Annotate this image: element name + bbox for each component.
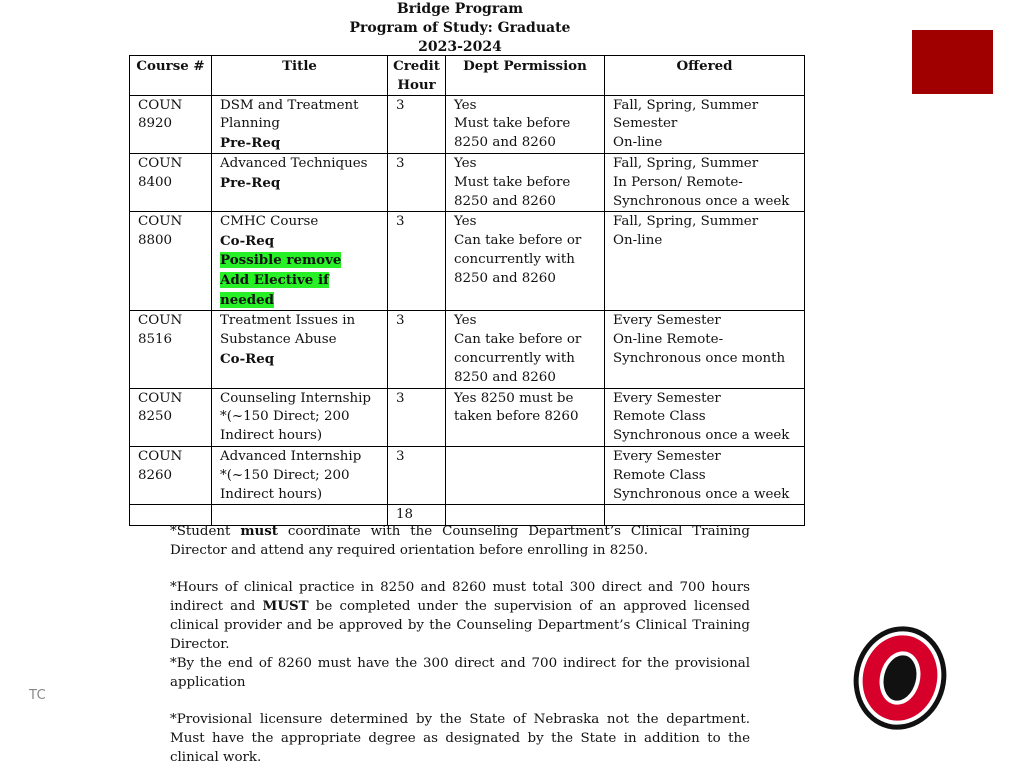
red-color-block [912, 30, 993, 94]
credit-hour-cell: 3 [388, 212, 446, 311]
credit-hour-cell: 3 [388, 95, 446, 153]
course-number-cell-line: 8260 [138, 467, 173, 483]
university-o-logo [842, 623, 958, 733]
academic-year: 2023-2024 [418, 39, 502, 55]
dept-permission-cell-line: Can take before or [454, 233, 582, 249]
course-number-cell-line: 8516 [138, 332, 173, 348]
offered-cell-line: Fall, Spring, Summer [613, 214, 759, 230]
offered-cell-line: Remote Class [613, 467, 706, 483]
table-row [130, 153, 805, 211]
dept-permission-cell-line: 8250 and 8260 [454, 369, 556, 385]
requisite-label: Pre-Req [220, 174, 281, 191]
offered-cell-line: In Person/ Remote- [613, 174, 743, 190]
dept-permission-cell-line: 8250 and 8260 [454, 193, 556, 209]
dept-permission-cell [446, 95, 605, 153]
requisite-label: Co-Req [220, 233, 275, 250]
offered-cell-line: Synchronous once a week [613, 193, 790, 209]
offered-cell-line: On-line Remote- [613, 332, 724, 348]
offered-cell-line: Semester [613, 116, 678, 132]
course-title-cell-line: Counseling Internship [220, 390, 371, 406]
course-title-cell-line: Planning [220, 116, 281, 132]
credit-hour-cell: 3 [388, 388, 446, 446]
dept-permission-cell-line: Yes 8250 must be [454, 390, 574, 406]
column-header-offered: Offered [605, 56, 805, 96]
note-clinical-hours: *Hours of clinical practice in 8250 and 8260 must total 300 direct and 700 hours indirect and MUST be completed under the supervision of an approved licensed clinical provider and be approved by the Counseling Department’s Clinical Training Director. [170, 580, 750, 652]
offered-cell-line: On-line [613, 135, 663, 151]
notes-section [170, 522, 750, 767]
course-number-cell-line: 8400 [138, 174, 173, 190]
total-credit-hours: 18 [388, 505, 446, 526]
course-number-cell [130, 153, 212, 211]
program-subtitle: Program of Study: Graduate [349, 20, 571, 36]
offered-cell-line: Synchronous once month [613, 350, 786, 366]
offered-cell [605, 311, 805, 388]
table-row [130, 446, 805, 504]
dept-permission-cell-line: concurrently with [454, 251, 575, 267]
note-coordinate: *Student must coordinate with the Counseling Department’s Clinical Training Director and attend any required orientation before enrolling in 8250. [170, 523, 750, 558]
highlighted-note [220, 291, 382, 311]
offered-cell [605, 95, 805, 153]
table-row [130, 311, 805, 388]
course-title-cell [212, 212, 388, 311]
program-of-study-table [129, 55, 805, 526]
course-number-cell-line: COUN [138, 155, 183, 171]
course-title-cell-line: DSM and Treatment [220, 97, 359, 113]
dept-permission-cell-line: Yes [454, 155, 477, 171]
course-number-cell-line: COUN [138, 448, 183, 464]
dept-permission-cell-line: Yes [454, 97, 477, 113]
course-title-cell [212, 388, 388, 446]
column-header-course: Course # [130, 56, 212, 96]
program-title: Bridge Program [396, 1, 524, 17]
course-number-cell-line: COUN [138, 214, 183, 230]
course-title-cell [212, 153, 388, 211]
dept-permission-cell-line: 8250 and 8260 [454, 135, 556, 151]
corner-label: TC [29, 688, 47, 703]
course-number-cell [130, 388, 212, 446]
offered-cell-line: Every Semester [613, 390, 721, 406]
course-title-cell [212, 311, 388, 388]
course-number-cell-line: 8920 [138, 116, 173, 132]
dept-permission-cell-line: Must take before [454, 174, 571, 190]
column-header-title: Title [212, 56, 388, 96]
table-row [130, 95, 805, 153]
course-title-cell-line: Substance Abuse [220, 332, 337, 348]
dept-permission-cell-line: taken before 8260 [454, 409, 579, 425]
course-number-cell-line: 8250 [138, 409, 173, 425]
course-number-cell [130, 311, 212, 388]
credit-hour-cell: 3 [388, 153, 446, 211]
offered-cell [605, 446, 805, 504]
course-title-cell-line: Advanced Internship [220, 448, 362, 464]
dept-permission-cell-line: Can take before or [454, 332, 582, 348]
course-number-cell-line: COUN [138, 97, 183, 113]
table-body [130, 95, 805, 505]
course-title-cell-line: Indirect hours) [220, 428, 323, 444]
dept-permission-cell [446, 212, 605, 311]
offered-cell-line: Fall, Spring, Summer [613, 155, 759, 171]
table-row [130, 388, 805, 446]
highlighted-text: Possible remove [220, 251, 342, 268]
dept-permission-cell [446, 153, 605, 211]
column-header-dept-permission: Dept Permission [446, 56, 605, 96]
dept-permission-cell-line: Yes [454, 214, 477, 230]
offered-cell-line: On-line [613, 233, 663, 249]
offered-cell-line: Synchronous once a week [613, 428, 790, 444]
offered-cell-line: Synchronous once a week [613, 486, 790, 502]
course-title-cell-line: Treatment Issues in [220, 313, 356, 329]
course-number-cell [130, 212, 212, 311]
dept-permission-cell-line: Must take before [454, 116, 571, 132]
credit-hour-cell: 3 [388, 311, 446, 388]
dept-permission-cell-line: 8250 and 8260 [454, 270, 556, 286]
note-provisional-application: *By the end of 8260 must have the 300 direct and 700 indirect for the provisional application [170, 656, 750, 690]
offered-cell-line: Every Semester [613, 313, 721, 329]
table-header-row [130, 56, 805, 96]
offered-cell [605, 153, 805, 211]
offered-cell-line: Remote Class [613, 409, 706, 425]
offered-cell [605, 212, 805, 311]
column-header-credit-hour: Credit Hour [388, 56, 446, 96]
course-title-cell [212, 95, 388, 153]
table-row [130, 212, 805, 311]
course-title-cell-line: *(~150 Direct; 200 [220, 409, 350, 425]
dept-permission-cell [446, 388, 605, 446]
course-title-cell [212, 446, 388, 504]
dept-permission-cell-line: concurrently with [454, 350, 575, 366]
course-number-cell-line: COUN [138, 313, 183, 329]
course-title-cell-line: Advanced Techniques [220, 155, 368, 171]
dept-permission-cell-line: Yes [454, 313, 477, 329]
dept-permission-cell [446, 446, 605, 504]
document-header [330, 0, 590, 57]
course-title-cell-line: CMHC Course [220, 214, 319, 230]
offered-cell-line: Every Semester [613, 448, 721, 464]
note-licensure: *Provisional licensure determined by the State of Nebraska not the department. Must have the appropriate degree as designated by the State in addition to the clinical work. [170, 712, 750, 765]
course-title-cell-line: *(~150 Direct; 200 [220, 467, 350, 483]
requisite-label: Pre-Req [220, 135, 281, 152]
course-number-cell [130, 446, 212, 504]
highlighted-note [220, 271, 382, 291]
course-number-cell-line: 8800 [138, 233, 173, 249]
offered-cell-line: Fall, Spring, Summer [613, 97, 759, 113]
course-number-cell [130, 95, 212, 153]
offered-cell [605, 388, 805, 446]
requisite-label: Co-Req [220, 350, 275, 367]
course-title-cell-line: Indirect hours) [220, 486, 323, 502]
highlighted-note [220, 251, 382, 271]
course-number-cell-line: COUN [138, 390, 183, 406]
dept-permission-cell [446, 311, 605, 388]
highlighted-text: Add Elective if [220, 271, 329, 288]
credit-hour-cell: 3 [388, 446, 446, 504]
highlighted-text: needed [220, 291, 275, 308]
